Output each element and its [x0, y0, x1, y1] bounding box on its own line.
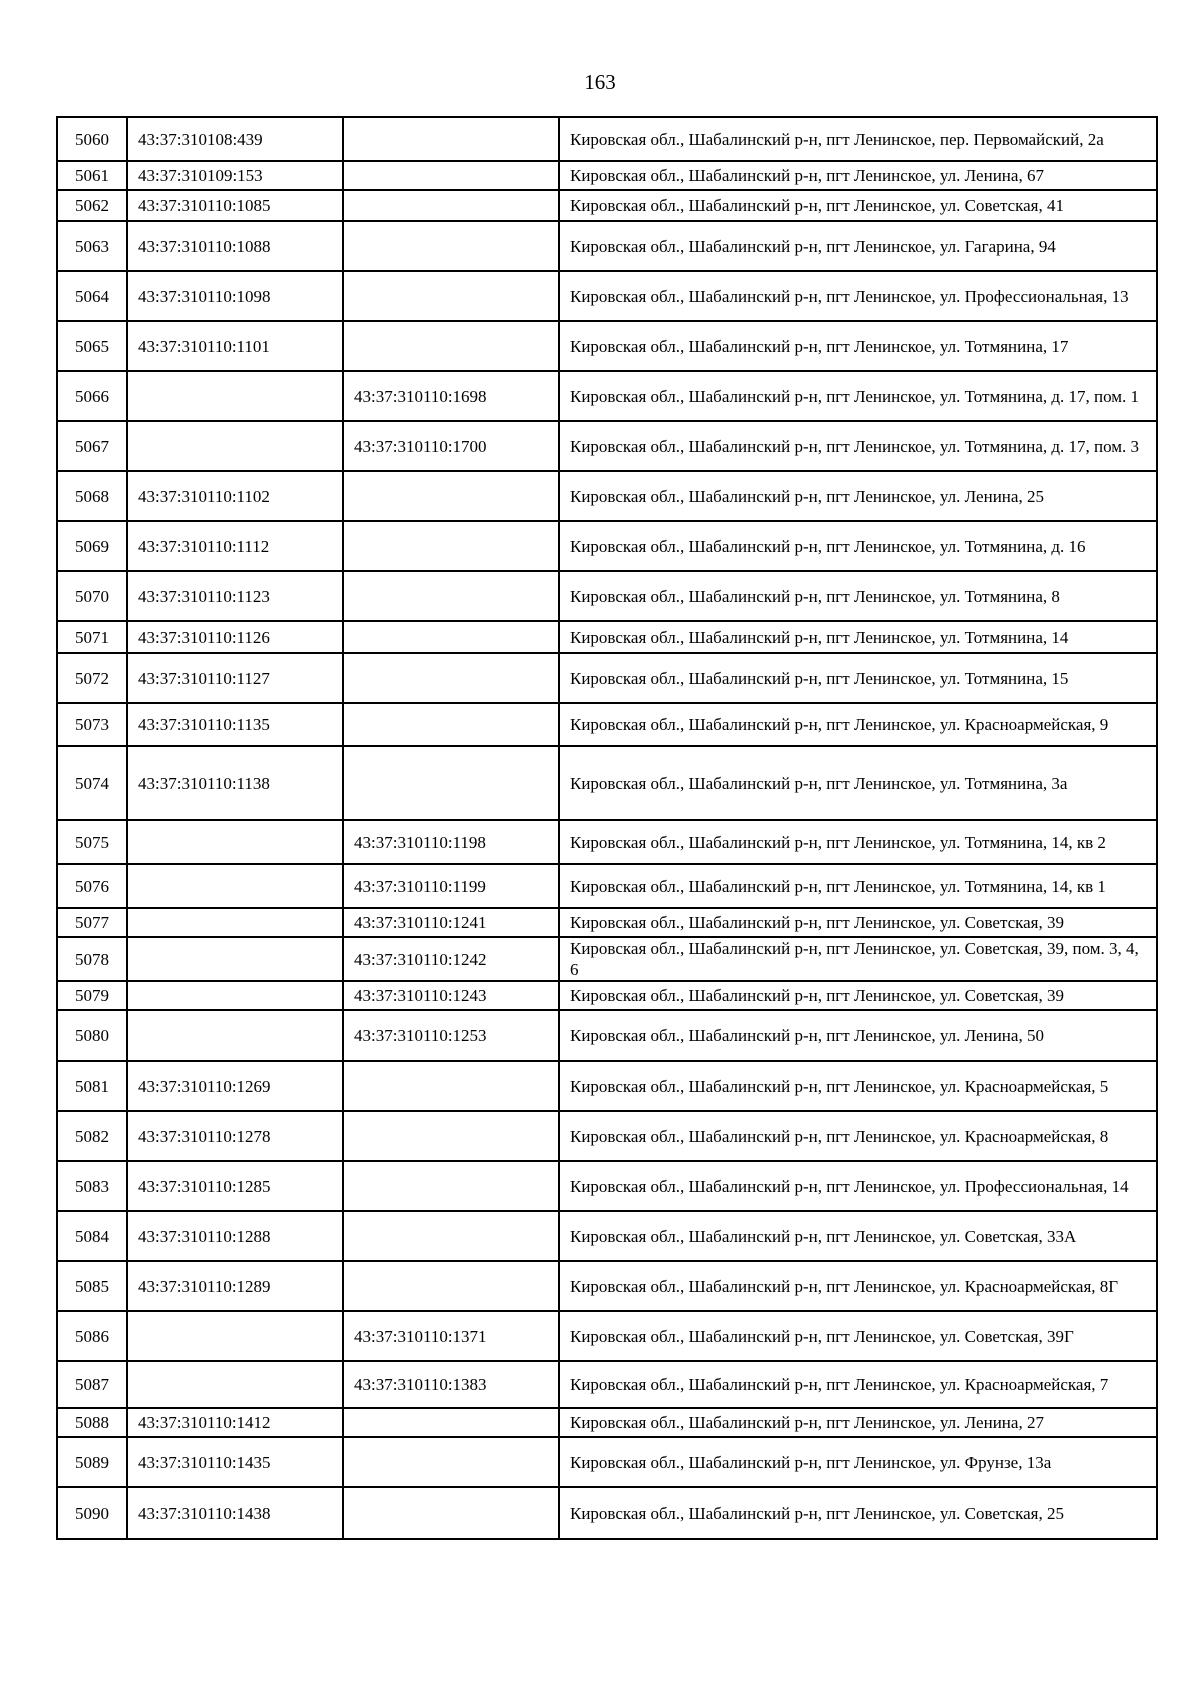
address-cell: Кировская обл., Шабалинский р-н, пгт Ленинское, ул. Красноармейская, 5	[559, 1061, 1157, 1111]
object-cadastral-number-cell: 43:37:310110:1243	[343, 981, 559, 1010]
land-cadastral-number-cell: 43:37:310110:1098	[127, 271, 343, 321]
object-cadastral-number-cell	[343, 1061, 559, 1111]
address-cell: Кировская обл., Шабалинский р-н, пгт Ленинское, ул. Профессиональная, 14	[559, 1161, 1157, 1211]
table-row	[57, 221, 1157, 271]
row-number-cell: 5064	[57, 271, 127, 321]
address-cell: Кировская обл., Шабалинский р-н, пгт Ленинское, ул. Красноармейская, 9	[559, 703, 1157, 746]
table-row	[57, 937, 1157, 981]
address-cell: Кировская обл., Шабалинский р-н, пгт Ленинское, ул. Советская, 39Г	[559, 1311, 1157, 1361]
land-cadastral-number-cell: 43:37:310110:1101	[127, 321, 343, 371]
land-cadastral-number-cell: 43:37:310110:1135	[127, 703, 343, 746]
table-row	[57, 321, 1157, 371]
address-cell: Кировская обл., Шабалинский р-н, пгт Ленинское, ул. Советская, 25	[559, 1487, 1157, 1539]
address-cell: Кировская обл., Шабалинский р-н, пгт Ленинское, ул. Тотмянина, д. 16	[559, 521, 1157, 571]
address-cell: Кировская обл., Шабалинский р-н, пгт Ленинское, ул. Тотмянина, 3а	[559, 746, 1157, 820]
address-cell: Кировская обл., Шабалинский р-н, пгт Ленинское, пер. Первомайский, 2а	[559, 117, 1157, 161]
row-number-cell: 5071	[57, 621, 127, 653]
table-row	[57, 1361, 1157, 1408]
land-cadastral-number-cell: 43:37:310110:1288	[127, 1211, 343, 1261]
table-row	[57, 908, 1157, 937]
row-number-cell: 5078	[57, 937, 127, 981]
row-number-cell: 5090	[57, 1487, 127, 1539]
row-number-cell: 5068	[57, 471, 127, 521]
row-number-cell: 5076	[57, 864, 127, 908]
row-number-cell: 5060	[57, 117, 127, 161]
address-cell: Кировская обл., Шабалинский р-н, пгт Ленинское, ул. Красноармейская, 8	[559, 1111, 1157, 1161]
address-cell: Кировская обл., Шабалинский р-н, пгт Ленинское, ул. Красноармейская, 8Г	[559, 1261, 1157, 1311]
land-cadastral-number-cell: 43:37:310110:1435	[127, 1437, 343, 1487]
object-cadastral-number-cell: 43:37:310110:1242	[343, 937, 559, 981]
row-number-cell: 5086	[57, 1311, 127, 1361]
row-number-cell: 5073	[57, 703, 127, 746]
land-cadastral-number-cell	[127, 908, 343, 937]
table-row	[57, 981, 1157, 1010]
land-cadastral-number-cell	[127, 1010, 343, 1061]
row-number-cell: 5062	[57, 190, 127, 221]
row-number-cell: 5074	[57, 746, 127, 820]
land-cadastral-number-cell	[127, 1311, 343, 1361]
object-cadastral-number-cell	[343, 1408, 559, 1437]
row-number-cell: 5070	[57, 571, 127, 621]
table-row	[57, 703, 1157, 746]
object-cadastral-number-cell	[343, 653, 559, 703]
table-row	[57, 190, 1157, 221]
table-row	[57, 421, 1157, 471]
address-cell: Кировская обл., Шабалинский р-н, пгт Ленинское, ул. Советская, 33А	[559, 1211, 1157, 1261]
table-row	[57, 1437, 1157, 1487]
address-cell: Кировская обл., Шабалинский р-н, пгт Ленинское, ул. Профессиональная, 13	[559, 271, 1157, 321]
table-row	[57, 271, 1157, 321]
address-cell: Кировская обл., Шабалинский р-н, пгт Ленинское, ул. Красноармейская, 7	[559, 1361, 1157, 1408]
object-cadastral-number-cell	[343, 1487, 559, 1539]
row-number-cell: 5077	[57, 908, 127, 937]
land-cadastral-number-cell	[127, 820, 343, 864]
object-cadastral-number-cell: 43:37:310110:1383	[343, 1361, 559, 1408]
table-row	[57, 1211, 1157, 1261]
row-number-cell: 5082	[57, 1111, 127, 1161]
row-number-cell: 5063	[57, 221, 127, 271]
object-cadastral-number-cell	[343, 271, 559, 321]
address-cell: Кировская обл., Шабалинский р-н, пгт Ленинское, ул. Советская, 41	[559, 190, 1157, 221]
table-row	[57, 117, 1157, 161]
land-cadastral-number-cell	[127, 421, 343, 471]
row-number-cell: 5088	[57, 1408, 127, 1437]
land-cadastral-number-cell	[127, 864, 343, 908]
row-number-cell: 5065	[57, 321, 127, 371]
address-cell: Кировская обл., Шабалинский р-н, пгт Ленинское, ул. Тотмянина, 8	[559, 571, 1157, 621]
land-cadastral-number-cell: 43:37:310110:1123	[127, 571, 343, 621]
object-cadastral-number-cell	[343, 471, 559, 521]
row-number-cell: 5066	[57, 371, 127, 421]
page-number: 163	[584, 70, 616, 94]
table-row	[57, 653, 1157, 703]
table-row	[57, 1111, 1157, 1161]
table-row	[57, 1161, 1157, 1211]
address-cell: Кировская обл., Шабалинский р-н, пгт Ленинское, ул. Тотмянина, 17	[559, 321, 1157, 371]
object-cadastral-number-cell	[343, 221, 559, 271]
object-cadastral-number-cell: 43:37:310110:1698	[343, 371, 559, 421]
land-cadastral-number-cell	[127, 937, 343, 981]
table-row	[57, 371, 1157, 421]
row-number-cell: 5080	[57, 1010, 127, 1061]
object-cadastral-number-cell	[343, 1437, 559, 1487]
address-cell: Кировская обл., Шабалинский р-н, пгт Ленинское, ул. Тотмянина, д. 17, пом. 3	[559, 421, 1157, 471]
land-cadastral-number-cell: 43:37:310110:1102	[127, 471, 343, 521]
table-row	[57, 161, 1157, 190]
table-row	[57, 1408, 1157, 1437]
table-row	[57, 820, 1157, 864]
table-row	[57, 1010, 1157, 1061]
object-cadastral-number-cell	[343, 190, 559, 221]
address-cell: Кировская обл., Шабалинский р-н, пгт Ленинское, ул. Тотмянина, 14, кв 2	[559, 820, 1157, 864]
table-row	[57, 1311, 1157, 1361]
object-cadastral-number-cell	[343, 1161, 559, 1211]
land-cadastral-number-cell	[127, 1361, 343, 1408]
address-cell: Кировская обл., Шабалинский р-н, пгт Ленинское, ул. Ленина, 50	[559, 1010, 1157, 1061]
object-cadastral-number-cell: 43:37:310110:1700	[343, 421, 559, 471]
table-row	[57, 621, 1157, 653]
land-cadastral-number-cell: 43:37:310110:1438	[127, 1487, 343, 1539]
object-cadastral-number-cell	[343, 321, 559, 371]
row-number-cell: 5085	[57, 1261, 127, 1311]
land-cadastral-number-cell	[127, 371, 343, 421]
object-cadastral-number-cell	[343, 1261, 559, 1311]
row-number-cell: 5061	[57, 161, 127, 190]
object-cadastral-number-cell	[343, 521, 559, 571]
object-cadastral-number-cell: 43:37:310110:1199	[343, 864, 559, 908]
object-cadastral-number-cell	[343, 571, 559, 621]
land-cadastral-number-cell: 43:37:310110:1269	[127, 1061, 343, 1111]
address-cell: Кировская обл., Шабалинский р-н, пгт Ленинское, ул. Гагарина, 94	[559, 221, 1157, 271]
address-cell: Кировская обл., Шабалинский р-н, пгт Ленинское, ул. Тотмянина, д. 17, пом. 1	[559, 371, 1157, 421]
object-cadastral-number-cell	[343, 161, 559, 190]
row-number-cell: 5072	[57, 653, 127, 703]
object-cadastral-number-cell	[343, 1211, 559, 1261]
object-cadastral-number-cell	[343, 746, 559, 820]
row-number-cell: 5079	[57, 981, 127, 1010]
object-cadastral-number-cell	[343, 117, 559, 161]
address-cell: Кировская обл., Шабалинский р-н, пгт Ленинское, ул. Ленина, 67	[559, 161, 1157, 190]
registry-table	[56, 116, 1158, 1540]
row-number-cell: 5081	[57, 1061, 127, 1111]
address-cell: Кировская обл., Шабалинский р-н, пгт Ленинское, ул. Тотмянина, 14	[559, 621, 1157, 653]
row-number-cell: 5084	[57, 1211, 127, 1261]
land-cadastral-number-cell: 43:37:310110:1126	[127, 621, 343, 653]
land-cadastral-number-cell: 43:37:310110:1112	[127, 521, 343, 571]
land-cadastral-number-cell: 43:37:310110:1285	[127, 1161, 343, 1211]
row-number-cell: 5075	[57, 820, 127, 864]
address-cell: Кировская обл., Шабалинский р-н, пгт Ленинское, ул. Советская, 39, пом. 3, 4, 6	[559, 937, 1157, 981]
object-cadastral-number-cell: 43:37:310110:1198	[343, 820, 559, 864]
land-cadastral-number-cell: 43:37:310110:1278	[127, 1111, 343, 1161]
land-cadastral-number-cell: 43:37:310110:1085	[127, 190, 343, 221]
table-row	[57, 1487, 1157, 1539]
row-number-cell: 5067	[57, 421, 127, 471]
table-row	[57, 471, 1157, 521]
object-cadastral-number-cell	[343, 1111, 559, 1161]
object-cadastral-number-cell: 43:37:310110:1241	[343, 908, 559, 937]
land-cadastral-number-cell: 43:37:310110:1127	[127, 653, 343, 703]
object-cadastral-number-cell	[343, 703, 559, 746]
address-cell: Кировская обл., Шабалинский р-н, пгт Ленинское, ул. Советская, 39	[559, 908, 1157, 937]
object-cadastral-number-cell: 43:37:310110:1371	[343, 1311, 559, 1361]
address-cell: Кировская обл., Шабалинский р-н, пгт Ленинское, ул. Тотмянина, 15	[559, 653, 1157, 703]
address-cell: Кировская обл., Шабалинский р-н, пгт Ленинское, ул. Советская, 39	[559, 981, 1157, 1010]
table-row	[57, 1261, 1157, 1311]
row-number-cell: 5087	[57, 1361, 127, 1408]
land-cadastral-number-cell: 43:37:310108:439	[127, 117, 343, 161]
row-number-cell: 5083	[57, 1161, 127, 1211]
registry-body	[57, 117, 1157, 1539]
address-cell: Кировская обл., Шабалинский р-н, пгт Ленинское, ул. Ленина, 25	[559, 471, 1157, 521]
row-number-cell: 5089	[57, 1437, 127, 1487]
object-cadastral-number-cell: 43:37:310110:1253	[343, 1010, 559, 1061]
table-row	[57, 521, 1157, 571]
land-cadastral-number-cell	[127, 981, 343, 1010]
table-row	[57, 571, 1157, 621]
land-cadastral-number-cell: 43:37:310110:1138	[127, 746, 343, 820]
land-cadastral-number-cell: 43:37:310109:153	[127, 161, 343, 190]
table-row	[57, 746, 1157, 820]
object-cadastral-number-cell	[343, 621, 559, 653]
table-row	[57, 1061, 1157, 1111]
land-cadastral-number-cell: 43:37:310110:1088	[127, 221, 343, 271]
table-row	[57, 864, 1157, 908]
row-number-cell: 5069	[57, 521, 127, 571]
land-cadastral-number-cell: 43:37:310110:1289	[127, 1261, 343, 1311]
land-cadastral-number-cell: 43:37:310110:1412	[127, 1408, 343, 1437]
address-cell: Кировская обл., Шабалинский р-н, пгт Ленинское, ул. Ленина, 27	[559, 1408, 1157, 1437]
address-cell: Кировская обл., Шабалинский р-н, пгт Ленинское, ул. Тотмянина, 14, кв 1	[559, 864, 1157, 908]
address-cell: Кировская обл., Шабалинский р-н, пгт Ленинское, ул. Фрунзе, 13а	[559, 1437, 1157, 1487]
